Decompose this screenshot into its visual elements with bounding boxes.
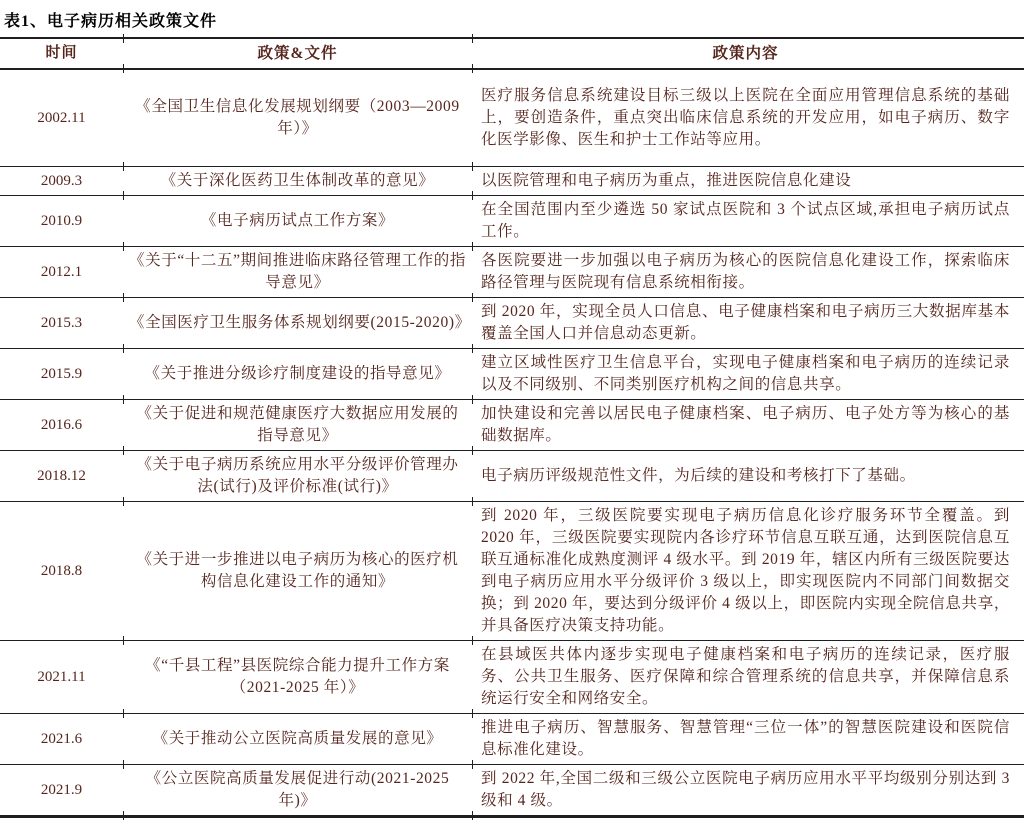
time-cell: 2018.8 <box>40 563 83 579</box>
content-cell: 医疗服务信息系统建设目标三级以上医院在全面应用管理信息系统的基础上，要创造条件，重点突出临床信息系统的开发应用，如电子病历、数字化医学影像、医生和护士工作站等应用。 <box>481 87 1010 148</box>
table-row <box>0 714 1024 765</box>
time-cell: 2021.6 <box>40 731 83 747</box>
content-cell: 到 2022 年,全国二级和三级公立医院电子病历应用水平平均级别分别达到 3 级和 4 级。 <box>481 770 1010 809</box>
column-border-tick <box>123 34 124 43</box>
policy-cell: 《关于促进和规范健康医疗大数据应用发展的指导意见》 <box>136 405 459 444</box>
time-cell: 2012.1 <box>40 264 83 280</box>
policy-cell: 《关于“十二五”期间推进临床路径管理工作的指导意见》 <box>129 252 466 291</box>
header-policy: 政策&文件 <box>257 45 338 62</box>
policy-cell: 《全国医疗卫生服务体系规划纲要(2015-2020)》 <box>129 314 471 331</box>
policy-cell: 《关于电子病历系统应用水平分级评价管理办法(试行)及评价标准(试行)》 <box>136 456 459 495</box>
table-row <box>0 641 1024 714</box>
table-row <box>0 167 1024 196</box>
policy-cell: 《电子病历试点工作方案》 <box>200 212 395 229</box>
content-cell: 建立区域性医疗卫生信息平台，实现电子健康档案和电子病历的连续记录以及不同级别、不同类别医疗机构之间的信息共享。 <box>481 354 1010 393</box>
header-time: 时间 <box>45 45 78 61</box>
policy-cell: 《关于进一步推进以电子病历为核心的医疗机构信息化建设工作的通知》 <box>136 551 459 590</box>
time-cell: 2009.3 <box>40 173 83 189</box>
table-row <box>0 400 1024 451</box>
time-cell: 2021.9 <box>40 782 83 798</box>
content-cell: 电子病历评级规范性文件，为后续的建设和考核打下了基础。 <box>481 467 916 484</box>
table-row <box>0 349 1024 400</box>
content-cell: 到 2020 年，三级医院要实现电子病历信息化诊疗服务环节全覆盖。到 2020 年，三级医院要实现院内各诊疗环节信息互联互通，达到医院信息互联互通标准化成熟度测评 4 级水平。到 2019 年，辖区内所有三级医院要达到电子病历应用水平分级评价 3 级以上，即实现医院内不同部门间数据交换；到 2020 年，要达到分级评价 4 级以上，即医院内实现全院信息共享，并具备医疗决策支持功能。 <box>481 507 1010 634</box>
content-cell: 各医院要进一步加强以电子病历为核心的医院信息化建设工作，探索临床路径管理与医院现有信息系统相衔接。 <box>481 252 1010 291</box>
policy-cell: 《全国卫生信息化发展规划纲要（2003—2009 年）》 <box>135 98 460 137</box>
time-cell: 2018.12 <box>37 468 86 484</box>
column-border-tick <box>472 34 473 43</box>
header-content: 政策内容 <box>712 45 779 62</box>
policy-cell: 《公立医院高质量发展促进行动(2021-2025 年)》 <box>145 770 450 809</box>
policy-cell: 《关于深化医药卫生体制改革的意见》 <box>160 172 435 189</box>
content-cell: 加快建设和完善以居民电子健康档案、电子病历、电子处方等为核心的基础数据库。 <box>481 405 1010 444</box>
time-cell: 2002.11 <box>37 110 86 126</box>
table-row <box>0 502 1024 641</box>
table-row <box>0 298 1024 349</box>
policy-cell: 《关于推进分级诊疗制度建设的指导意见》 <box>144 365 451 382</box>
time-cell: 2015.9 <box>40 366 83 382</box>
table-row <box>0 451 1024 502</box>
policy-cell: 《关于推动公立医院高质量发展的意见》 <box>152 730 443 747</box>
content-cell: 以医院管理和电子病历为重点，推进医院信息化建设 <box>481 172 852 189</box>
content-cell: 到 2020 年，实现全员人口信息、电子健康档案和电子病历三大数据库基本覆盖全国人口并信息动态更新。 <box>481 303 1010 342</box>
table-row <box>0 247 1024 298</box>
table-row <box>0 196 1024 247</box>
policy-cell: 《“千县工程”县医院综合能力提升工作方案（2021-2025 年）》 <box>145 657 450 696</box>
time-cell: 2016.6 <box>40 417 83 433</box>
time-cell: 2010.9 <box>40 213 83 229</box>
table-header-row <box>0 39 1024 70</box>
time-cell: 2015.3 <box>40 315 83 331</box>
table-row <box>0 70 1024 167</box>
content-cell: 在全国范围内至少遴选 50 家试点医院和 3 个试点区域,承担电子病历试点工作。 <box>481 201 1010 240</box>
content-cell: 在县域医共体内逐步实现电子健康档案和电子病历的连续记录，医疗服务、公共卫生服务、医疗保障和综合管理系统的信息共享，并保障信息系统运行安全和网络安全。 <box>481 646 1010 707</box>
table-title: 表1、电子病历相关政策文件 <box>4 13 218 30</box>
content-cell: 推进电子病历、智慧服务、智慧管理“三位一体”的智慧医院建设和医院信息标准化建设。 <box>481 719 1010 758</box>
table-rows <box>0 70 1024 815</box>
table-row <box>0 765 1024 815</box>
time-cell: 2021.11 <box>37 669 86 685</box>
policy-table <box>0 37 1024 818</box>
